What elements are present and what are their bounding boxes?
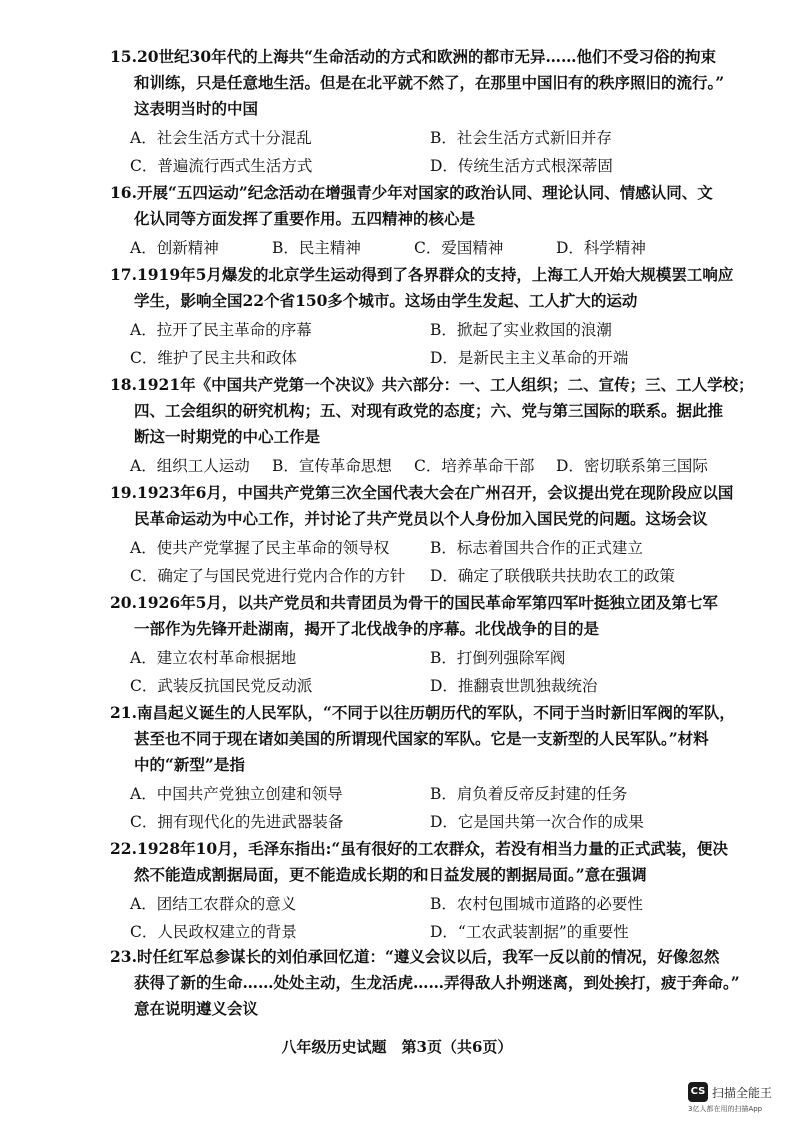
question-20	[110, 590, 720, 700]
option-a[interactable]: A．拉开了民主革命的序幕	[130, 321, 312, 339]
option-d[interactable]: D．是新民主主义革命的开端	[430, 349, 629, 367]
question-number: 18.	[110, 375, 137, 394]
option-c[interactable]: C．拥有现代化的先进武器装备	[130, 813, 344, 831]
option-b[interactable]: B．社会生活方式新旧并存	[430, 129, 612, 147]
option-a[interactable]: A．创新精神	[130, 239, 219, 257]
page-footer: 八年级历史试题 第3页（共6页）	[281, 1038, 513, 1056]
question-text: 1926年5月，以共产党员和共青团员为骨干的国民革命军第四军叶挺独立团及第七军	[136, 593, 718, 612]
question-text: 获得了新的生命……处处主动，生龙活虎……弄得敌人扑朔迷离，到处挨打，疲于奔命。”	[134, 973, 740, 992]
option-d[interactable]: D．密切联系第三国际	[556, 457, 708, 475]
question-text: 时任红军总参谋长的刘伯承回忆道：“遵义会议以后，我军一反以前的情况，好像忽然	[136, 947, 720, 966]
options	[110, 780, 720, 836]
option-b[interactable]: B．掀起了实业救国的浪潮	[430, 321, 612, 339]
option-c[interactable]: C．爱国精神	[414, 239, 504, 257]
option-d[interactable]: D．确定了联俄联共扶助农工的政策	[430, 567, 675, 585]
question-18	[110, 372, 754, 480]
question-text: 1921年《中国共产党第一个决议》共六部分：一、工人组织；二、宣传；三、工人学校；	[136, 375, 754, 394]
option-b[interactable]: B．标志着国共合作的正式建立	[430, 539, 643, 557]
question-19	[110, 480, 734, 590]
question-text: 中的“新型”是指	[134, 755, 245, 774]
option-d[interactable]: D．它是国共第一次合作的成果	[430, 813, 644, 831]
question-number: 15.	[110, 47, 137, 66]
question-number: 19.	[110, 483, 137, 502]
question-text: 南昌起义诞生的人民军队，“不同于以往历朝历代的军队，不同于当时新旧军阀的军队，	[136, 703, 735, 722]
question-number: 17.	[110, 265, 137, 284]
question-text: 1928年10月，毛泽东指出:“虽有很好的工农群众，若没有相当力量的正式武装，便决	[136, 839, 728, 858]
option-c[interactable]: C．维护了民主共和政体	[130, 349, 297, 367]
question-15	[110, 44, 725, 180]
question-text: 断这一时期党的中心工作是	[134, 427, 321, 446]
question-number: 21.	[110, 703, 137, 722]
option-b[interactable]: B．打倒列强除军阀	[430, 649, 566, 667]
question-text: 甚至也不同于现在诸如美国的所谓现代国家的军队。它是一支新型的人民军队。”材料	[134, 729, 709, 748]
question-16	[110, 180, 720, 262]
option-d[interactable]: D．科学精神	[556, 239, 646, 257]
option-d[interactable]: D．“工农武装割据”的重要性	[430, 923, 629, 941]
watermark-name: 扫描全能王	[712, 1086, 773, 1100]
options	[110, 124, 720, 180]
question-text: 意在说明遵义会议	[134, 999, 259, 1018]
question-text: 1923年6月，中国共产党第三次全国代表大会在广州召开，会议提出党在现阶段应以国	[136, 483, 734, 502]
question-21	[110, 700, 735, 836]
option-b[interactable]: B．肩负着反帝反封建的任务	[430, 785, 628, 803]
question-text: 一部作为先锋开赴湖南，揭开了北伐战争的序幕。北伐战争的目的是	[134, 619, 600, 638]
option-c[interactable]: C．人民政权建立的背景	[130, 923, 297, 941]
options	[110, 316, 720, 372]
option-d[interactable]: D．推翻袁世凯独裁统治	[430, 677, 598, 695]
option-c[interactable]: C．武装反抗国民党反动派	[130, 677, 313, 695]
question-text: 学生，影响全国22个省150多个城市。这场由学生发起、工人扩大的运动	[134, 291, 638, 310]
question-text: 化认同等方面发挥了重要作用。五四精神的核心是	[134, 209, 476, 228]
watermark-tagline: 3亿人都在用的扫描App	[688, 1105, 763, 1113]
option-a[interactable]: A．社会生活方式十分混乱	[130, 129, 312, 147]
option-c[interactable]: C．培养革命干部	[414, 457, 535, 475]
question-text: 1919年5月爆发的北京学生运动得到了各界群众的支持，上海工人开始大规模罢工响应	[136, 265, 734, 284]
options	[110, 534, 720, 590]
option-a[interactable]: A．中国共产党独立创建和领导	[130, 785, 343, 803]
question-text: 开展“五四运动”纪念活动在增强青少年对国家的政治认同、理论认同、情感认同、文	[136, 183, 713, 202]
question-number: 20.	[110, 593, 137, 612]
question-text: 然不能造成割据局面，更不能造成长期的和日益发展的割据局面。”意在强调	[134, 865, 647, 884]
option-c[interactable]: C．普遍流行西式生活方式	[130, 157, 313, 175]
option-b[interactable]: B．民主精神	[272, 239, 361, 257]
options	[110, 234, 720, 262]
option-d[interactable]: D．传统生活方式根深蒂固	[430, 157, 613, 175]
options	[110, 644, 720, 700]
question-number: 23.	[110, 947, 137, 966]
question-text: 四、工会组织的研究机构；五、对现有政党的态度；六、党与第三国际的联系。据此推	[134, 401, 724, 420]
option-b[interactable]: B．宣传革命思想	[272, 457, 392, 475]
option-a[interactable]: A．组织工人运动	[130, 457, 250, 475]
question-22	[110, 836, 728, 946]
options	[110, 890, 720, 946]
question-17	[110, 262, 734, 372]
question-number: 16.	[110, 183, 137, 202]
question-text: 民革命运动为中心工作，并讨论了共产党员以个人身份加入国民党的问题。这场会议	[134, 509, 708, 528]
question-text: 20世纪30年代的上海共“生命活动的方式和欧洲的都市无异……他们不受习俗的拘束	[136, 47, 717, 66]
scanner-watermark	[688, 1082, 788, 1118]
question-23	[110, 944, 740, 1022]
option-a[interactable]: A．使共产党掌握了民主革命的领导权	[130, 539, 390, 557]
question-text: 和训练，只是任意地生活。但是在北平就不然了，在那里中国旧有的秩序照旧的流行。”	[134, 73, 725, 92]
options	[110, 452, 720, 480]
option-a[interactable]: A．团结工农群众的意义	[130, 895, 297, 913]
question-number: 22.	[110, 839, 137, 858]
question-text: 这表明当时的中国	[134, 99, 259, 118]
option-b[interactable]: B．农村包围城市道路的必要性	[430, 895, 643, 913]
cs-logo-icon: CS	[688, 1082, 708, 1102]
option-a[interactable]: A．建立农村革命根据地	[130, 649, 297, 667]
option-c[interactable]: C．确定了与国民党进行党内合作的方针	[130, 567, 406, 585]
